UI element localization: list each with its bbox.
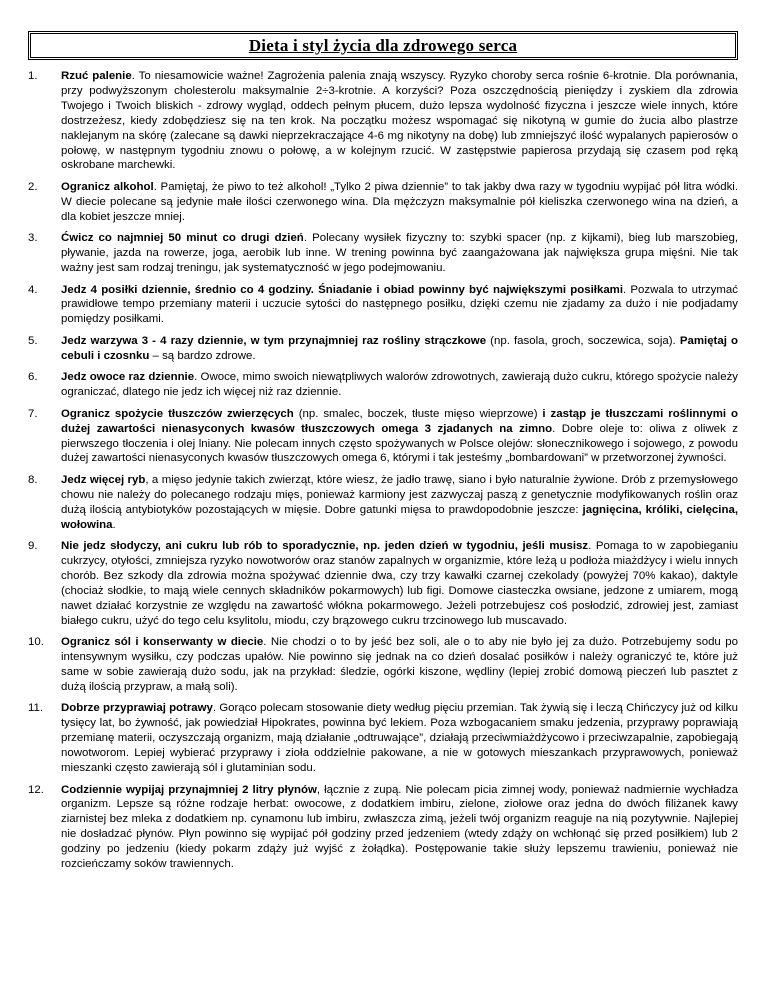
list-item [28, 231, 738, 276]
item-text: . To niesamowicie ważne! Zagrożenia palenia znają wszyscy. Ryzyko choroby serca rośnie 6-krotnie. Dla porównania, przy podwyższonym cholesterolu maksymalnie 2÷3-krotnie. A korzyści? Poza oszczędnością pieniędzy i zyskiem dla zdrowia Twojego i Twoich bliskich - zdrowy wygląd, oddech pełnym płucem, dużo lepsza wydolność fizyczna i jeszcze wiele innych, które dostrzeżesz, kiedy zdobędziesz się na ten krok. Na początku możesz wspomagać się nikotyną w gumie do żucia albo plastrze naklejanym na skórę (zalecane są dawki nieprzekraczające 4-6 mg nikotyny na dobę) lub zmniejszyć ilość wypalanych papierosów o połowę, w następnym tygodniu znowu o połowę, a w kolejnym rzucić. W zastępstwie papierosa przydają się czasem pod ręką oskrobane marchewki. [61, 70, 738, 172]
item-number: 11. [28, 702, 44, 715]
item-text: , łącznie z zupą. Nie polecam picia zimnej wody, ponieważ nadmiernie wychładza organizm. Lepsze są różne rodzaje herbat: owocowe, z dodatkiem imbiru, zielone, ziołowe oraz jedna do dwóch filiżanek kawy ziarnistej bez mleka z dodatkiem np. cynamonu lub imbiru, zwłaszcza zimą, jeżeli twój organizm reaguje na nią pozytywnie. Najlepiej nie dosładzać płynów. Płyn powinno się wypijać pół godziny przed jedzeniem (wtedy zdąży on wchłonąć się przed posiłkiem) lub 2 godziny po jedzeniu (kiedy pokarm zdąży już wyjść z żołądka). Postępowanie takie służy lepszemu trawieniu, ponieważ nie rozcieńczamy soków trawiennych. [61, 783, 738, 871]
item-text: , a mięso jedynie takich zwierząt, które wiesz, że jadło trawę, siano i było naturalnie żywione. Drób z przemysłowego chowu nie należy do polecanego rodzaju mięs, ponieważ karmiony jest zazwyczaj paszą z genetycznie modyfikowanych roślin oraz dużą ilością antybiotyków pozostających w mięsie. Dobre gatunki mięsa to prawdopodobnie jeszcze: [61, 473, 738, 516]
item-text: . Owoce, mimo swoich niewątpliwych walorów zdrowotnych, zawierają dużo cukru, którego spożycie należy ograniczać, dlatego nie jedz ich więcej niż raz dziennie. [61, 371, 739, 399]
item-number: 5. [28, 334, 38, 347]
list-item [28, 69, 738, 173]
item-number: 7. [28, 407, 38, 420]
item-bold-2: i zastąp je tłuszczami roślinnymi o dużej zawartości nienasyconych kwasów tłuszczowych omega 3 zjadanych na zimno [61, 407, 738, 435]
list-item [28, 783, 738, 872]
item-text: (np. fasola, groch, soczewica, soja). [486, 334, 680, 347]
item-bold: Jedz owoce raz dziennie [61, 371, 195, 384]
item-text: . Pomaga to w zapobieganiu cukrzycy, otyłości, zmniejsza ryzyko nowotworów oraz stanów zapalnych w organizmie, które leżą u podłoża miażdżycy i wielu innych chorób. Bez szkody dla zdrowia można spożywać dziennie dwa, czy trzy kawałki czarnej czekolady (powyżej 70% kakao), daktyle (chociaż słodkie, to mają wiele cennych składników pokarmowych) lub figi. Domowe ciasteczka owsiane, jedzone z umiarem, mogą nawet działać korzystnie ze względu na zawartość włókna pokarmowego. Jeżeli potrzebujesz coś posłodzić, zdrowiej jest, zamiast białego cukru, użyć do tego celu ksylitolu, miodu, czy brązowego cukru trzcinowego lub muscavado. [61, 540, 738, 627]
item-list [28, 69, 738, 879]
item-bold: Ogranicz spożycie tłuszczów zwierzęcych [61, 407, 294, 420]
list-item [28, 370, 738, 400]
item-bold: Jedz warzywa 3 - 4 razy dziennie, w tym przynajmniej raz rośliny strączkowe [61, 334, 487, 347]
item-text-2: – są bardzo zdrowe. [149, 349, 256, 362]
item-bold: Nie jedz słodyczy, ani cukru lub rób to sporadycznie, np. jeden dzień w tygodniu, jeśli musisz [61, 540, 589, 553]
item-bold: Rzuć palenie [61, 70, 132, 82]
item-bold: Jedz więcej ryb [61, 473, 146, 486]
item-number: 12. [28, 783, 44, 796]
list-item [28, 283, 738, 328]
item-text-2: . [112, 518, 116, 531]
list-item [28, 539, 738, 628]
item-number: 10. [28, 636, 44, 649]
item-bold-2: Pamiętaj o cebuli i czosnku [61, 334, 739, 362]
page-title: Dieta i styl życia dla zdrowego serca [248, 35, 518, 55]
item-number: 9. [28, 540, 38, 553]
item-text: . Polecany wysiłek fizyczny to: szybki spacer (np. z kijkami), bieg lub marszobieg, pływanie, jazda na rowerze, joga, aerobik lub inne. W trening powinna być zaangażowana jak największa grupa mięśni. Nie tak ważny jest sam rodzaj treningu, jak systematyczność w jego podejmowaniu. [61, 232, 739, 275]
list-item [28, 701, 738, 776]
item-text-2: . Dobre oleje to: oliwa z oliwek z pierwszego tłoczenia i olej lniany. Nie polecam innych często spożywanych w Polsce olejów: słonecznikowego i sojowego, z powodu dużej zawartości nienasyconych kwasów tłuszczowych omega 6, którymi i tak jesteśmy „bombardowani” w przetworzonej żywności. [61, 422, 738, 465]
list-item [28, 635, 738, 695]
item-number: 1. [28, 70, 38, 82]
item-number: 6. [28, 371, 38, 384]
item-bold: Jedz 4 posiłki dziennie, średnio co 4 godziny. Śniadanie i obiad powinny być największymi posiłkami [61, 283, 624, 296]
item-number: 8. [28, 473, 38, 486]
title-box [28, 31, 738, 60]
list-item [28, 473, 738, 533]
item-bold-2: jagnięcina, króliki, cielęcina, wołowina [61, 503, 738, 531]
item-bold: Ogranicz alkohol [61, 180, 154, 193]
item-number: 2. [28, 180, 38, 193]
list-item [28, 334, 738, 364]
item-text: . Gorąco polecam stosowanie diety według pięciu przemian. Tak żywią się i leczą Chińczycy już od kilku tysięcy lat, bo żywność, jak powiedział Hipokrates, powinna być lekiem. Poza wzbogacaniem smaku jedzenia, przyprawy poprawiają przemianę materii, oczyszczają organizm, mają działanie „odtruwające”, działają przeciwmiażdżycowo i przeciwzapalnie, zapobiegają nowotworom. Lepiej wybierać przyprawy i zioła oddzielnie pakowane, a nie w gotowych mieszankach przyprawowych, ponieważ mieszanki często zawierają sól i glutaminian sodu. [61, 702, 738, 774]
item-text: . Pozwala to utrzymać prawidłowe tempo przemiany materii i uczucie sytości do następnego posiłku, dzięki czemu nie zjadamy za dużo i nie podjadamy pomiędzy posiłkami. [61, 283, 739, 326]
item-bold: Ogranicz sól i konserwanty w diecie [61, 636, 264, 649]
item-text: . Pamiętaj, że piwo to też alkohol! „Tylko 2 piwa dziennie” to tak jakby dwa razy w tygodniu wypijać pół litra wódki. W diecie polecane są jedynie małe ilości czerwonego wina. Dla mężczyzn maksymalnie pół kieliszka czerwonego wina na dzień, a dla kobiet jeszcze mniej. [61, 180, 739, 223]
item-text: . Nie chodzi o to by jeść bez soli, ale o to aby nie było jej za dużo. Potrzebujemy sodu po intensywnym wysiłku, czy podczas upałów. Nie powinno się jednak na co dzień dosalać posiłków i należy ograniczyć te, które już same w sobie zawierają dużo sodu, jak na przykład: śledzie, ogórki kiszone, wędliny (lepiej zrobić domową pieczeń lub pasztet z dużą ilością przypraw, a małą soli). [61, 636, 738, 693]
item-bold: Codziennie wypijaj przynajmniej 2 litry płynów [61, 783, 317, 796]
item-text: (np. smalec, boczek, tłuste mięso wieprzowe) [293, 407, 543, 420]
item-bold: Dobrze przyprawiaj potrawy [61, 702, 213, 715]
item-bold: Ćwicz co najmniej 50 minut co drugi dzień [61, 232, 304, 245]
list-item [28, 407, 738, 467]
item-number: 3. [28, 232, 38, 245]
list-item [28, 180, 738, 225]
item-number: 4. [28, 283, 38, 296]
